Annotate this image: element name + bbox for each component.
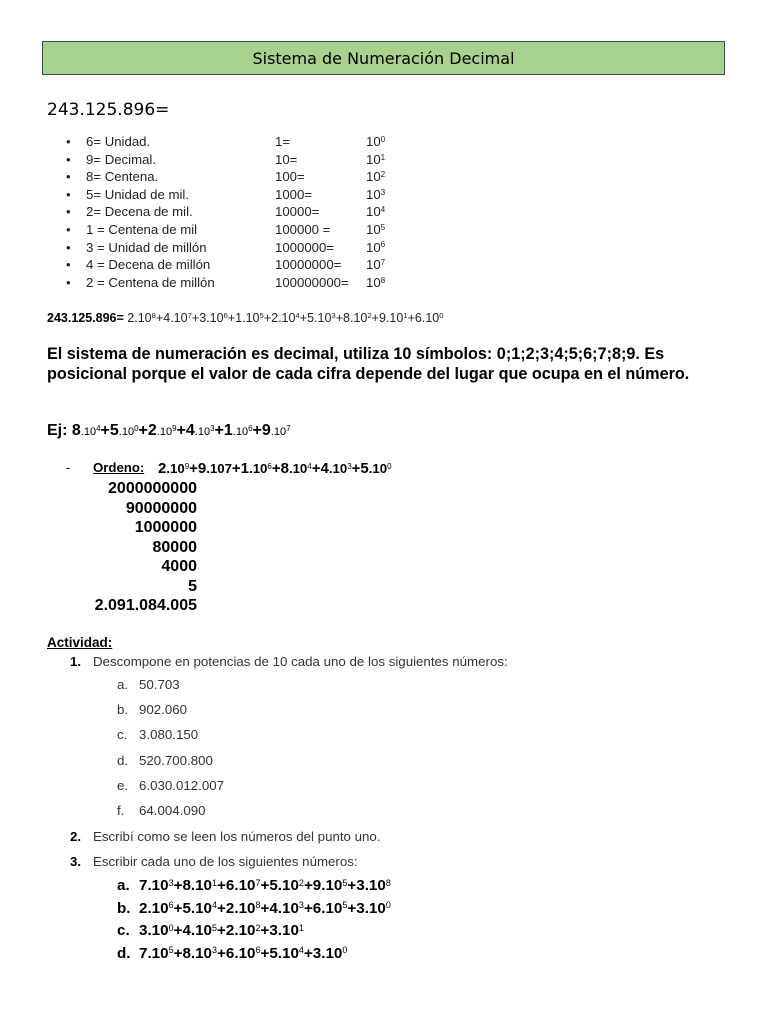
item-letter: c. — [117, 922, 130, 940]
item-letter: a. — [117, 877, 130, 894]
addition-column — [108, 479, 197, 597]
place-value: 1000000= — [275, 239, 335, 255]
example-term: $+1.10^6$ — [214, 422, 253, 439]
place-power: $10^7$ — [366, 257, 386, 273]
place-power: $10^5$ — [366, 221, 386, 237]
place-power: $10^1$ — [366, 151, 386, 167]
expanded-form-label: 243.125.896= — [47, 311, 124, 325]
place-value: 10000= — [275, 204, 320, 220]
item-letter: a. — [117, 677, 129, 692]
expansion-term: $+8.10^2$ — [335, 311, 372, 325]
example-term: $+2.10^9$ — [138, 422, 177, 439]
ordered-label: Ordeno: — [93, 460, 145, 475]
place-desc: 3 = Unidad de millón — [86, 239, 207, 255]
expansion-term: 2.10$^8$ — [123, 311, 156, 325]
item-letter: f. — [117, 802, 125, 818]
place-power: $10^3$ — [366, 186, 386, 202]
place-value: 100000 = — [275, 221, 331, 237]
place-desc: 9= Decimal. — [86, 151, 156, 167]
item-letter: b. — [117, 899, 131, 917]
bullet-icon: • — [66, 239, 71, 255]
question-number: 1. — [70, 654, 82, 669]
ordered-term: 2.10$^9$ — [158, 460, 190, 477]
question-number: 3. — [70, 854, 82, 869]
expansion-term: $+3.10^6$ — [191, 311, 228, 325]
item-expression: $3.10^0+4.10^5+2.10^2+3.10^1$ — [139, 922, 304, 940]
item-letter: e. — [117, 777, 129, 793]
place-value: 10000000= — [275, 257, 342, 273]
question-text: Escribí como se leen los números del punto uno. — [93, 829, 381, 844]
bullet-icon: • — [66, 186, 71, 202]
place-value: 1000= — [275, 186, 313, 202]
page-title-text: Sistema de Numeración Decimal — [252, 48, 515, 68]
place-desc: 6= Unidad. — [86, 134, 151, 149]
expansion-term: $+6.10^0$ — [407, 311, 444, 325]
expansion-term: $+4.10^7$ — [155, 311, 192, 325]
addition-total: 2.091.084.005 — [94, 597, 197, 614]
place-desc: 2 = Centena de millón — [86, 274, 215, 290]
ordered-term: $+5.10^0$ — [351, 460, 392, 477]
activity-title: Actividad: — [47, 635, 113, 650]
ordered-term: $+8.10^4$ — [271, 460, 312, 477]
addend: 80000 — [152, 538, 197, 556]
example-term: $+5.10^0$ — [100, 422, 139, 439]
place-power: $10^0$ — [366, 134, 386, 149]
bullet-icon: • — [66, 221, 71, 237]
bullet-icon: • — [66, 169, 71, 185]
place-power: $10^4$ — [366, 204, 386, 220]
explanation-paragraph: El sistema de numeración es decimal, utiliza 10 símbolos: 0;1;2;3;4;5;6;7;8;9. Es posicional porque el valor de cada cifra depende del lugar que ocupa en el número. — [47, 345, 690, 383]
item-value: 50.703 — [139, 677, 180, 692]
page-title — [42, 41, 725, 75]
bullet-icon: • — [66, 134, 71, 149]
addend: 2000000000 — [108, 480, 197, 497]
item-letter: b. — [117, 702, 129, 718]
place-value: 10= — [275, 151, 298, 167]
question-text: Descompone en potencias de 10 cada uno de los siguientes números: — [93, 654, 508, 669]
place-desc: 1 = Centena de mil — [86, 221, 198, 237]
item-expression: $7.10^3+8.10^1+6.10^7+5.10^2+9.10^5+3.10^8$ — [139, 877, 391, 894]
item-letter: d. — [117, 944, 131, 962]
item-letter: c. — [117, 727, 128, 743]
example-line — [47, 422, 291, 440]
ordered-term: +9.107 — [189, 460, 232, 477]
expansion-term: $+2.10^4$ — [263, 311, 300, 325]
dash-bullet: - — [66, 460, 71, 475]
item-value: 6.030.012.007 — [139, 777, 225, 793]
question-text: Escribir cada uno de los siguientes números: — [93, 854, 358, 869]
place-power: $10^8$ — [366, 274, 386, 290]
bullet-icon: • — [66, 204, 71, 220]
item-value: 902.060 — [139, 702, 188, 718]
place-power: $10^6$ — [366, 239, 386, 255]
question-number: 2. — [70, 829, 82, 844]
place-desc: 2= Decena de mil. — [86, 204, 193, 220]
place-value: 100= — [275, 169, 305, 185]
place-power: $10^2$ — [366, 169, 386, 185]
addend: 5 — [188, 577, 197, 595]
addend: 90000000 — [125, 499, 197, 517]
example-term: 8.10$^4$ — [71, 422, 101, 439]
number-heading: 243.125.896= — [47, 100, 170, 120]
example-term: $+4.10^3$ — [176, 422, 215, 439]
bullet-icon: • — [66, 151, 71, 167]
example-label: Ej: — [47, 422, 72, 439]
place-value: 1= — [275, 134, 291, 149]
bullet-icon: • — [66, 257, 71, 273]
expansion-term: $+5.10^3$ — [299, 311, 336, 325]
addend: 1000000 — [134, 519, 197, 537]
expansion-term: $+9.10^1$ — [371, 311, 408, 325]
item-letter: d. — [117, 752, 129, 768]
item-value: 520.700.800 — [139, 752, 213, 768]
item-value: 64.004.090 — [139, 802, 206, 818]
place-value: 100000000= — [275, 274, 349, 290]
addend: 4000 — [161, 558, 197, 576]
item-value: 3.080.150 — [139, 727, 199, 743]
place-desc: 5= Unidad de mil. — [86, 186, 189, 202]
ordered-term: $+4.10^3$ — [311, 460, 352, 477]
ordered-expression — [158, 460, 392, 477]
place-desc: 4 = Decena de millón — [86, 257, 211, 273]
ordered-term: $+1.10^6$ — [231, 460, 272, 477]
example-term: $+9.10^7$ — [252, 422, 291, 439]
place-desc: 8= Centena. — [86, 169, 159, 185]
expanded-form — [47, 311, 444, 325]
item-expression: $7.10^5+8.10^3+6.10^6+5.10^4+3.10^0$ — [139, 944, 348, 962]
expansion-term: $+1.10^5$ — [227, 311, 264, 325]
bullet-icon: • — [66, 274, 71, 290]
item-expression: $2.10^6+5.10^4+2.10^8+4.10^3+6.10^5+3.10^0$ — [139, 899, 391, 917]
